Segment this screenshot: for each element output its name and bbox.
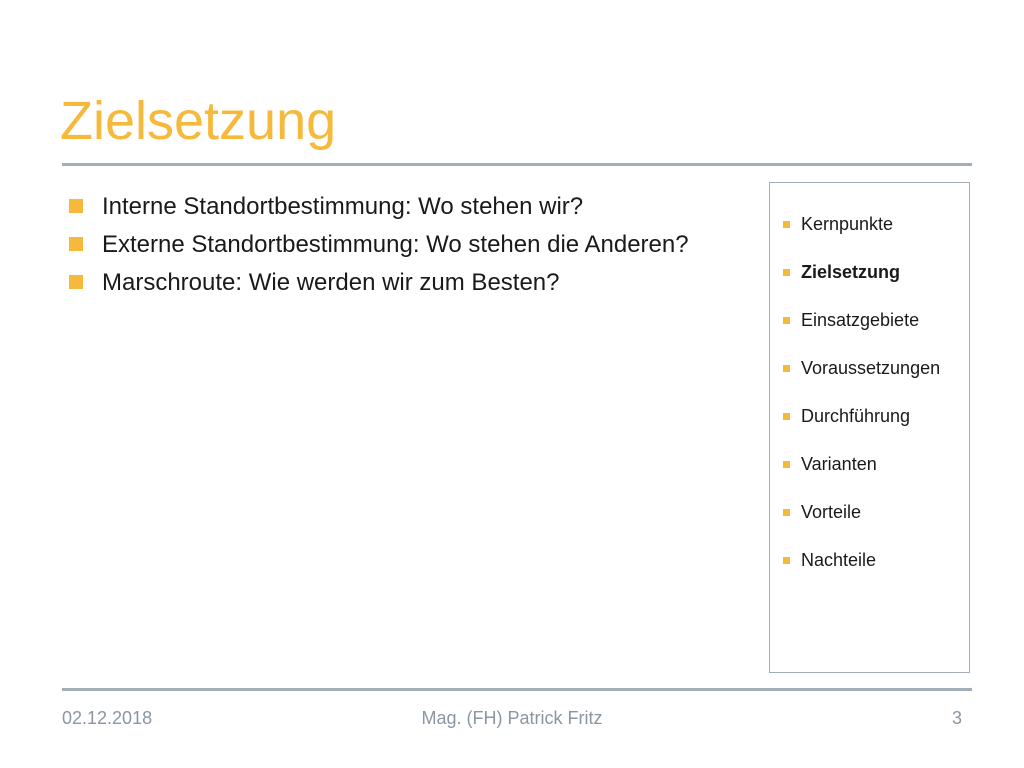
agenda-item-label: Nachteile (801, 550, 877, 570)
title-divider (62, 163, 972, 166)
slide-title: Zielsetzung (60, 91, 337, 151)
square-bullet-icon (783, 461, 790, 468)
agenda-item-voraussetzungen (770, 355, 969, 403)
square-bullet-icon (783, 221, 790, 228)
agenda-item-zielsetzung (770, 259, 969, 307)
square-bullet-icon (783, 413, 790, 420)
agenda-item-varianten (770, 451, 969, 499)
square-bullet-icon (783, 509, 790, 516)
footer-divider (62, 688, 972, 691)
agenda-box (769, 182, 970, 673)
bullet-item (62, 266, 712, 299)
square-bullet-icon (69, 199, 83, 213)
agenda-item-label: Voraussetzungen (801, 358, 941, 378)
agenda-item-nachteile (770, 547, 969, 595)
square-bullet-icon (69, 237, 83, 251)
agenda-item-label: Varianten (801, 454, 877, 474)
square-bullet-icon (783, 269, 790, 276)
agenda-item-kernpunkte (770, 211, 969, 259)
square-bullet-icon (783, 365, 790, 372)
agenda-item-label: Zielsetzung (801, 262, 901, 282)
footer-author: Mag. (FH) Patrick Fritz (421, 708, 603, 728)
bullet-item (62, 228, 712, 261)
square-bullet-icon (69, 275, 83, 289)
agenda-item-durchfuehrung (770, 403, 969, 451)
agenda-item-label: Durchführung (801, 406, 911, 426)
agenda-item-vorteile (770, 499, 969, 547)
agenda-list (770, 211, 969, 595)
bullet-text: Externe Standortbestimmung: Wo stehen die Anderen? (102, 231, 689, 258)
bullet-list (62, 190, 712, 304)
agenda-item-label: Kernpunkte (801, 214, 894, 234)
agenda-item-label: Vorteile (801, 502, 862, 522)
square-bullet-icon (783, 557, 790, 564)
footer-date: 02.12.2018 (62, 708, 153, 728)
bullet-item (62, 190, 712, 223)
page-number: 3 (951, 708, 962, 728)
square-bullet-icon (783, 317, 790, 324)
agenda-item-einsatzgebiete (770, 307, 969, 355)
agenda-item-label: Einsatzgebiete (801, 310, 920, 330)
bullet-text: Marschroute: Wie werden wir zum Besten? (102, 269, 560, 296)
bullet-text: Interne Standortbestimmung: Wo stehen wir? (102, 193, 584, 220)
